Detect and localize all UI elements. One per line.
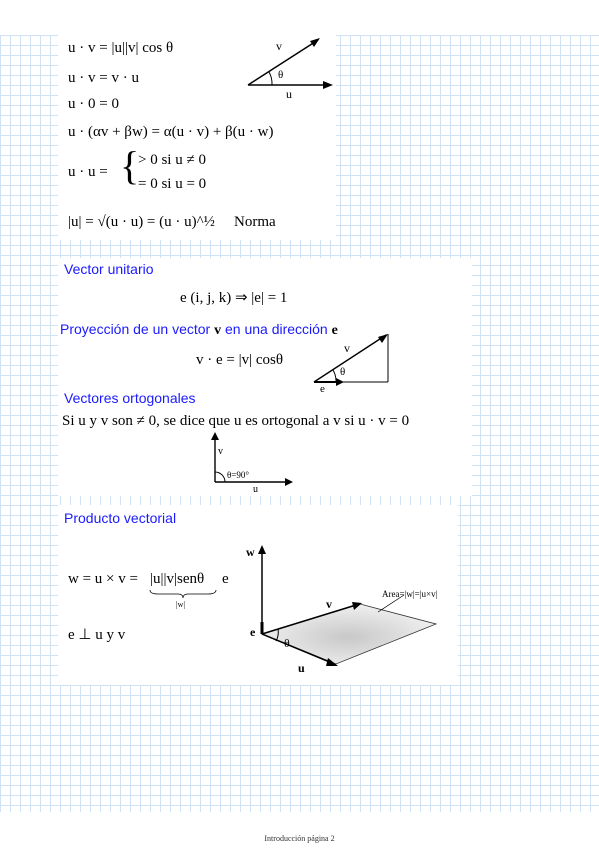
cross-label-w: w	[246, 545, 255, 559]
projection-diagram	[310, 330, 396, 392]
formula-norm: |u| = √(u · u) = (u · u)^½	[68, 214, 215, 230]
formula-self-product-case2: = 0 si u = 0	[138, 176, 207, 192]
formula-commutative: u · v = v · u	[68, 70, 139, 86]
formula-self-product-lhs: u · u =	[68, 164, 108, 180]
cross-label-e: e	[250, 625, 256, 639]
underbrace	[148, 589, 218, 599]
orthogonal-statement: Si u y v son ≠ 0, se dice que u es ortogonal a v si u · v = 0	[62, 413, 410, 429]
cross-label-theta: θ	[284, 636, 290, 650]
cross-product-formula-right: e	[222, 571, 229, 587]
orthogonal-label-v: v	[218, 446, 223, 457]
formula-zero: u · 0 = 0	[68, 96, 119, 112]
cross-product-formula-left: w = u × v =	[68, 571, 138, 587]
formula-self-product-case1: > 0 si u ≠ 0	[138, 152, 206, 168]
label-u: u	[286, 87, 292, 101]
brace-symbol: {	[120, 143, 140, 188]
dot-angle-diagram	[240, 32, 340, 102]
projection-formula: v · e = |v| cosθ	[196, 352, 284, 368]
parallelogram-area	[262, 604, 436, 664]
cross-label-u: u	[298, 661, 305, 675]
cross-product-diagram	[240, 540, 455, 680]
label-theta: θ	[278, 69, 284, 81]
projection-label-e: e	[320, 383, 325, 392]
formula-linearity: u · (αv + βw) = α(u · v) + β(u · w)	[68, 124, 274, 140]
unit-vector-title: Vector unitario	[64, 261, 154, 277]
orthogonal-label-angle: θ=90°	[227, 470, 249, 480]
cross-product-formula-mid: |u||v|senθ	[150, 571, 205, 587]
projection-label-theta: θ	[340, 366, 346, 378]
cross-label-area: Area=|w|=|u×v|	[382, 589, 438, 599]
cross-product-under-label: |w|	[176, 600, 185, 609]
unit-vector-formula: e (i, j, k) ⇒ |e| = 1	[180, 290, 288, 306]
cross-product-perpendicular: e ⊥ u y v	[68, 627, 126, 643]
norm-label: Norma	[234, 214, 276, 230]
cross-label-v: v	[326, 597, 332, 611]
projection-v-arrow	[314, 335, 386, 382]
label-v: v	[276, 39, 282, 53]
page-footer: Introducción página 2	[264, 834, 335, 843]
projection-title: Proyección de un vector v en una dirección e	[60, 321, 338, 338]
cross-product-title: Producto vectorial	[64, 510, 177, 526]
orthogonal-diagram	[205, 430, 295, 494]
orthogonal-title: Vectores ortogonales	[64, 390, 196, 406]
orthogonal-label-u: u	[253, 484, 258, 494]
projection-label-v: v	[344, 341, 350, 355]
formula-dot-definition: u · v = |u||v| cos θ	[68, 40, 174, 56]
